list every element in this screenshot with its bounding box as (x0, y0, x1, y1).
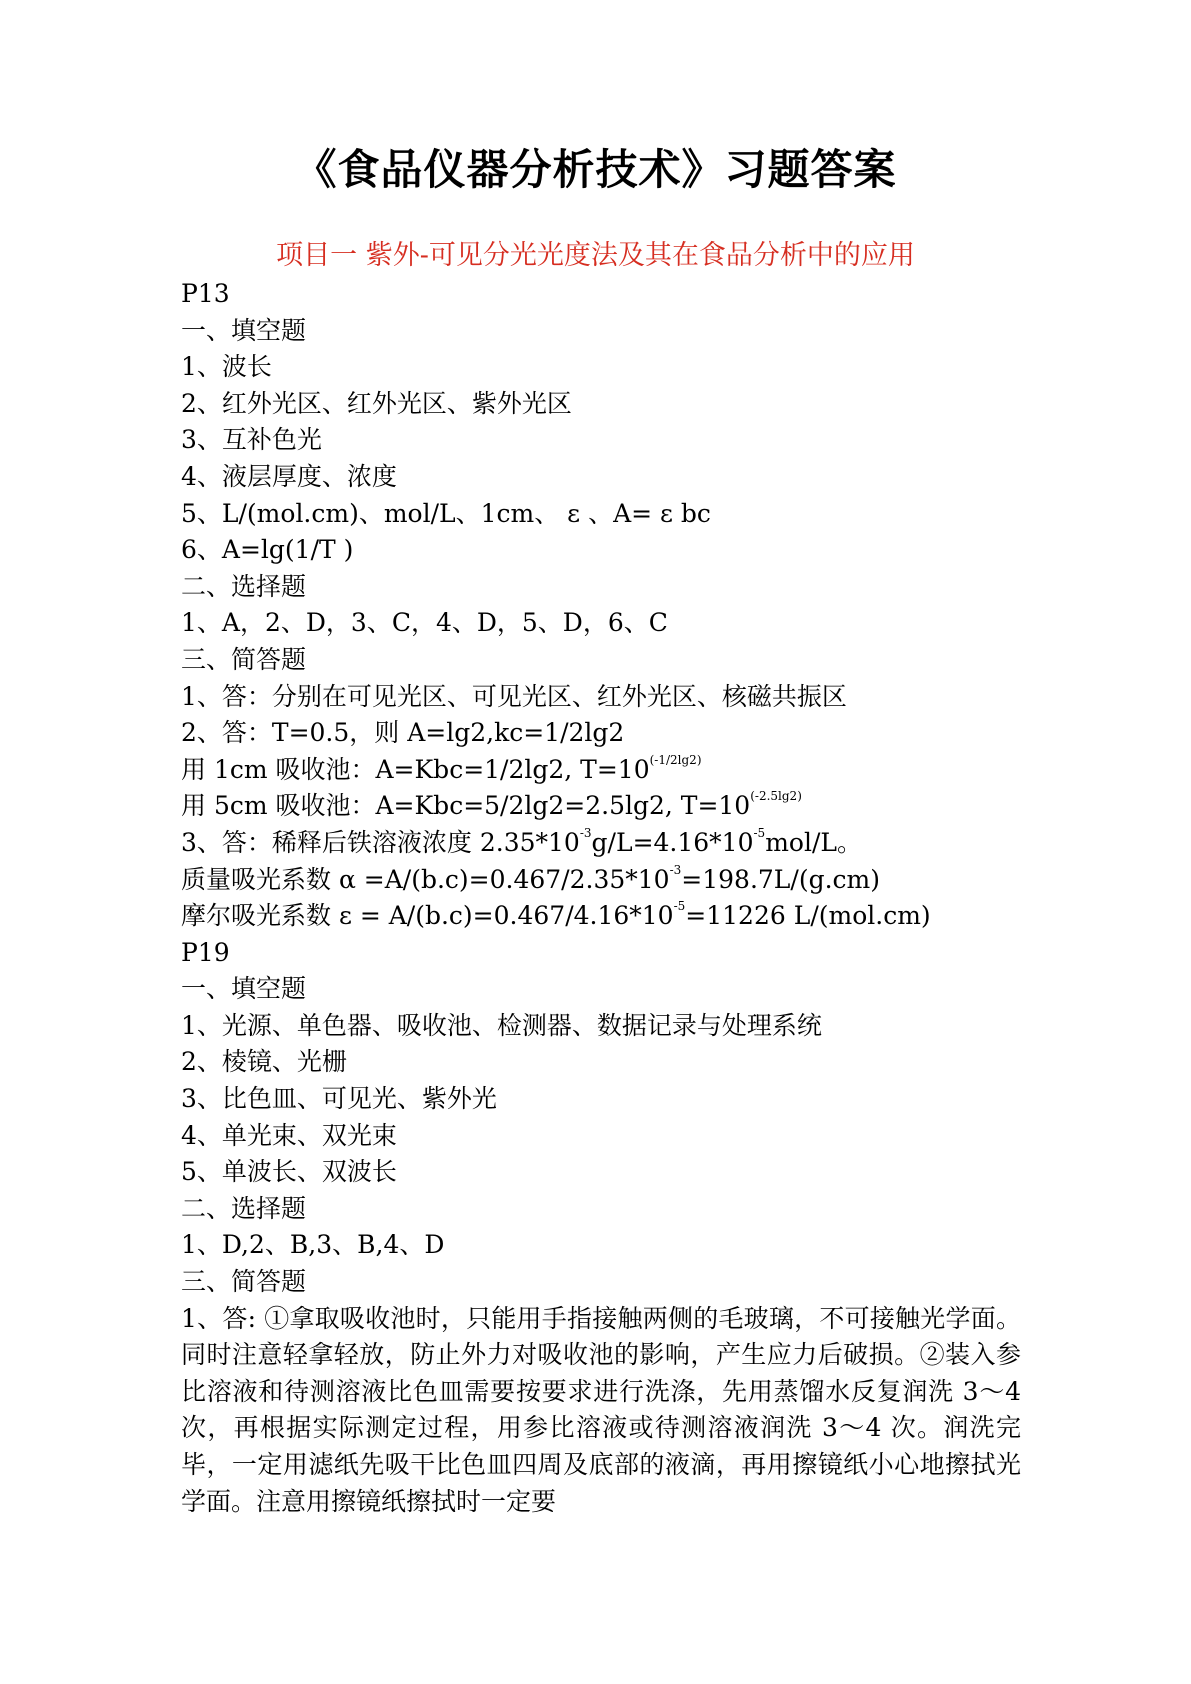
section-heading-short: 三、简答题 (181, 1267, 307, 1297)
formula-text: 用 5cm 吸收池：A=Kbc=5/2lg2=2.5lg2, T=10 (181, 791, 751, 821)
answer-line: 1、波长 (181, 352, 272, 382)
answer-line: 5、单波长、双波长 (181, 1157, 397, 1187)
formula-text: 用 1cm 吸收池：A=Kbc=1/2lg2, T=10 (181, 754, 650, 784)
answer-line: 2、棱镜、光栅 (181, 1047, 347, 1077)
answer-line (181, 825, 1021, 862)
formula-text: mol/L。 (765, 827, 862, 857)
section-heading-choice: 二、选择题 (181, 1193, 307, 1223)
exponent: (-2.5lg2) (750, 789, 802, 804)
answer-line: 1、光源、单色器、吸收池、检测器、数据记录与处理系统 (181, 1010, 822, 1040)
project-heading: 项目一 紫外-可见分光光度法及其在食品分析中的应用 (276, 240, 915, 271)
answer-line: 2、答：T=0.5，则 A=lg2,kc=1/2lg2 (181, 718, 625, 748)
answer-line: 1、D,2、B,3、B,4、D (181, 1230, 445, 1260)
exponent: -3 (579, 825, 592, 840)
answer-line (181, 788, 1021, 825)
section-heading-choice: 二、选择题 (181, 571, 307, 601)
page-ref-p13: P13 (181, 279, 230, 308)
exponent: -5 (673, 899, 686, 914)
answer-line: 1、A，2、D，3、C，4、D，5、D，6、C (181, 608, 668, 638)
section-heading-short: 三、简答题 (181, 644, 307, 674)
answer-line (181, 752, 1021, 789)
answer-line (181, 898, 1021, 935)
answer-line: 4、单光束、双光束 (181, 1120, 397, 1150)
formula-text: 摩尔吸光系数 ε = A/(b.c)=0.467/4.16*10 (181, 901, 674, 931)
formula-text: =198.7L/(g.cm) (681, 864, 880, 894)
answer-paragraph: 1、答: ①拿取吸收池时，只能用手指接触两侧的毛玻璃，不可接触光学面。同时注意轻拿轻放，防止外力对吸收池的影响，产生应力后破损。②装入参比溶液和待测溶液比色皿需要按要求进行洗涤，先用蒸馏水反复润洗 3～4 次，再根据实际测定过程，用参比溶液或待测溶液润洗 3～4 次。润洗完毕，一定用滤纸先吸干比色皿四周及底部的液滴，再用擦镜纸小心地擦拭光学面。注意用擦镜纸擦拭时一定要 (181, 1303, 1021, 1516)
formula-text: 质量吸光系数 α =A/(b.c)=0.467/2.35*10 (181, 864, 670, 894)
section-heading-fill: 一、填空题 (181, 315, 307, 345)
document-body (181, 276, 1021, 1520)
exponent: -3 (669, 862, 682, 877)
answer-line: 5、L/(mol.cm)、mol/L、1cm、 ε 、A= ε bc (181, 498, 711, 528)
answer-line: 4、液层厚度、浓度 (181, 461, 397, 491)
formula-text: g/L=4.16*10 (591, 827, 754, 857)
answer-line: 3、互补色光 (181, 425, 322, 455)
section-heading-fill: 一、填空题 (181, 974, 307, 1004)
document-title: 《食品仪器分析技术》习题答案 (294, 145, 897, 194)
exponent: -5 (753, 825, 766, 840)
exponent: (-1/2lg2) (649, 752, 702, 767)
formula-text: =11226 L/(mol.cm) (685, 901, 931, 931)
answer-line: 2、红外光区、红外光区、紫外光区 (181, 388, 572, 418)
answer-line (181, 862, 1021, 899)
answer-line: 1、答：分别在可见光区、可见光区、红外光区、核磁共振区 (181, 681, 847, 711)
page-ref-p19: P19 (181, 937, 230, 967)
answer-line: 6、A=lg(1/T ) (181, 535, 354, 565)
formula-text: 3、答：稀释后铁溶液浓度 2.35*10 (181, 827, 580, 857)
answer-line: 3、比色皿、可见光、紫外光 (181, 1084, 497, 1114)
